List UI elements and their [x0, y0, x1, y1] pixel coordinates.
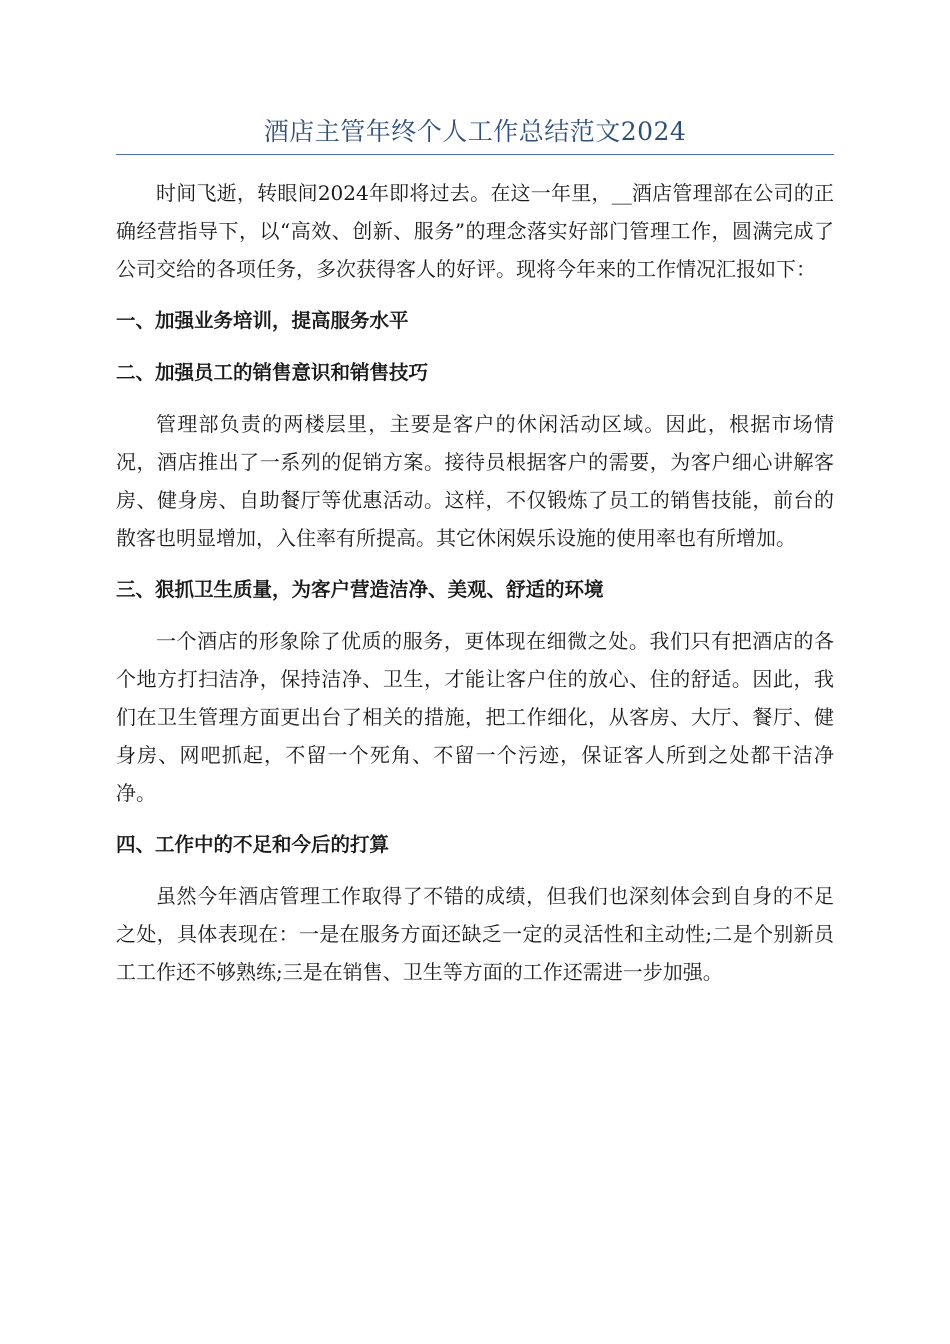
section-3-paragraph: 一个酒店的形象除了优质的服务，更体现在细微之处。我们只有把酒店的各个地方打扫洁净，保持洁净、卫生，才能让客户住的放心、住的舒适。因此，我们在卫生管理方面更出台了相关的措施，把工作细化，从客房、大厅、餐厅、健身房、网吧抓起，不留一个死角、不留一个污迹，保证客人所到之处都干洁净净。	[116, 629, 834, 805]
section-2-paragraph: 管理部负责的两楼层里，主要是客户的休闲活动区域。因此，根据市场情况，酒店推出了一系列的促销方案。接待员根据客户的需要，为客户细心讲解客房、健身房、自助餐厅等优惠活动。这样，不仅锻炼了员工的销售技能，前台的散客也明显增加，入住率有所提高。其它休闲娱乐设施的使用率也有所增加。	[116, 412, 834, 550]
section-1-heading: 一、加强业务培训，提高服务水平	[116, 309, 409, 332]
section-2-heading: 二、加强员工的销售意识和销售技巧	[116, 361, 429, 384]
document-title: 酒店主管年终个人工作总结范文2024	[116, 112, 834, 155]
section-3-heading: 三、狠抓卫生质量，为客户营造洁净、美观、舒适的环境	[116, 578, 604, 601]
section-4-paragraph: 虽然今年酒店管理工作取得了不错的成绩，但我们也深刻体会到自身的不足之处，具体表现在：一是在服务方面还缺乏一定的灵活性和主动性;二是个别新员工工作还不够熟练;三是在销售、卫生等方面的工作还需进一步加强。	[116, 884, 834, 984]
document-page	[116, 112, 834, 991]
section-4-heading: 四、工作中的不足和今后的打算	[116, 833, 390, 856]
intro-paragraph: 时间飞逝，转眼间2024年即将过去。在这一年里，__酒店管理部在公司的正确经营指导下，以“高效、创新、服务”的理念落实好部门管理工作，圆满完成了公司交给的各项任务，多次获得客人的好评。现将今年来的工作情况汇报如下：	[116, 181, 834, 281]
